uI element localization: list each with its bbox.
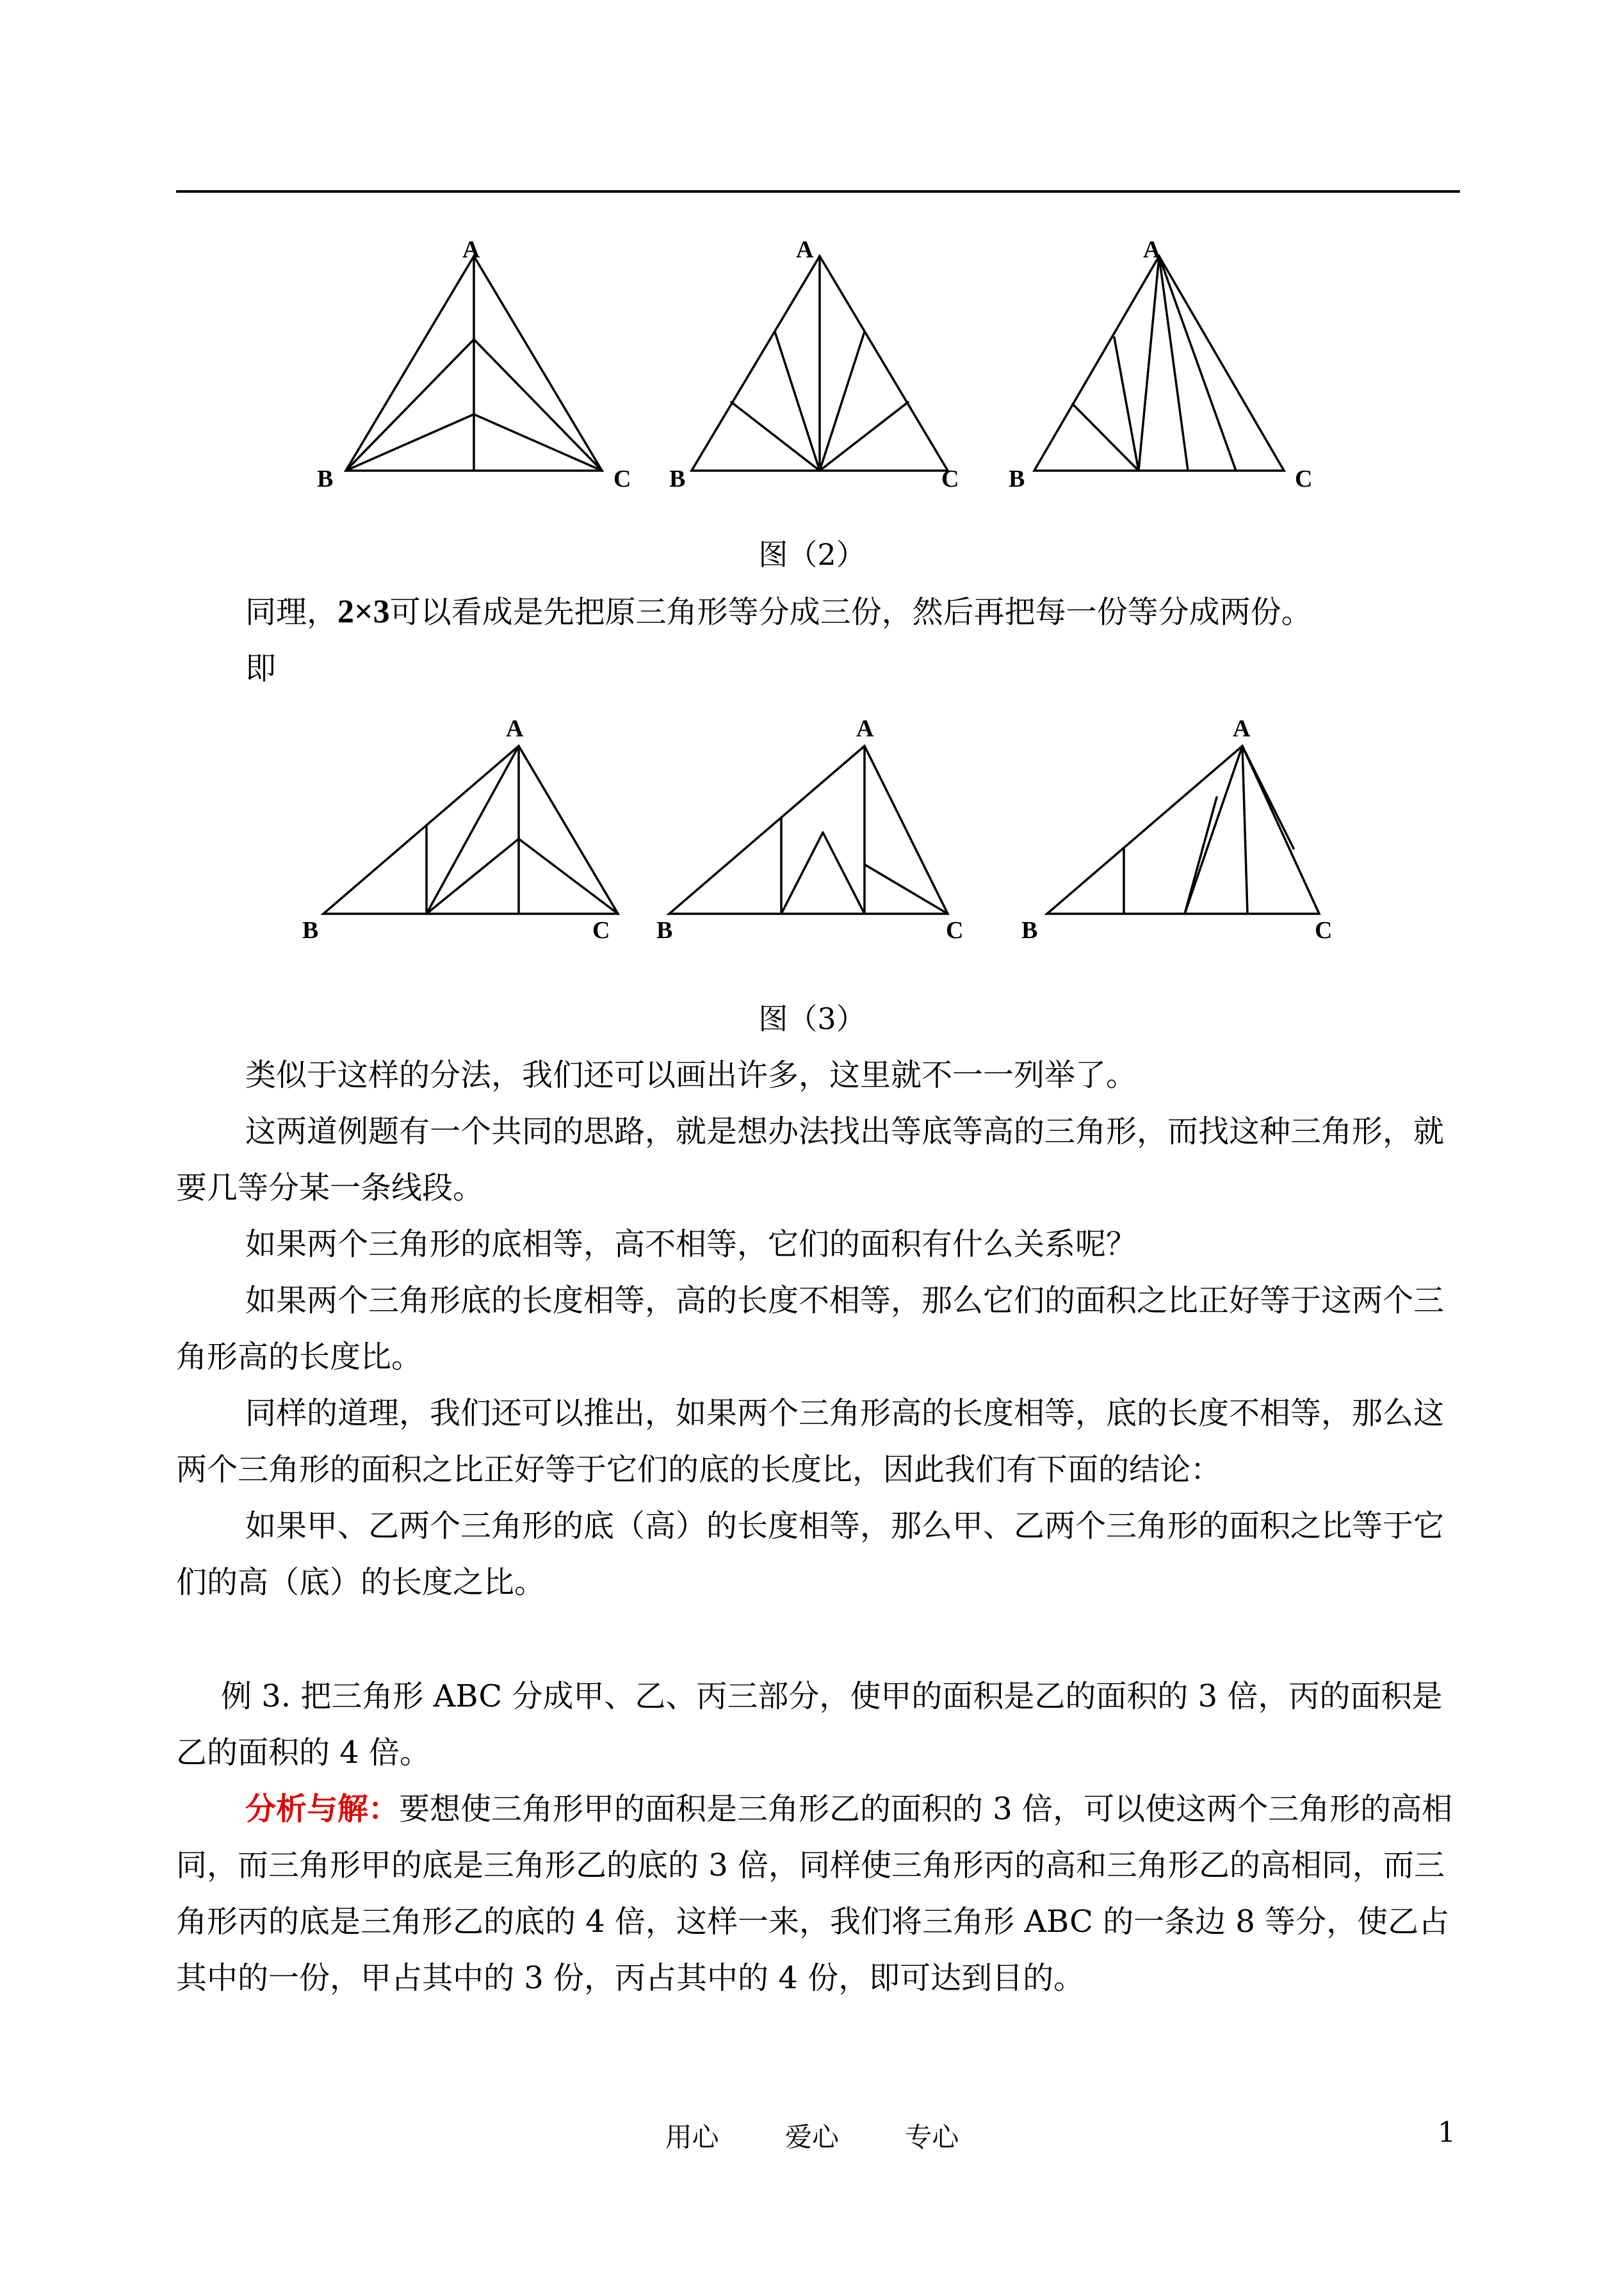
- fig3-t1-label-c: C: [592, 917, 610, 944]
- analysis-text: 要想使三角形甲的面积是三角形乙的面积的 3 倍，可以使这两个三角形的高相同，而三角形甲的底是三角形乙的底的 3 倍，同样使三角形丙的高和三角形乙的高相同，而三角形丙的底是三角形乙的底的 4 倍，这样一来，我们将三角形 ABC 的一条边 8 等分，使乙占其中的一份，甲占其中的 3 份，丙占其中的 4 份，即可达到目的。: [176, 1791, 1453, 1996]
- paragraph-2: 即: [245, 651, 277, 686]
- fig2-triangle-3: [1034, 256, 1284, 471]
- footer-item-1: 用心: [665, 2121, 719, 2153]
- figure-2: [0, 231, 1624, 512]
- fig3-t3-label-b: B: [1021, 917, 1038, 944]
- fig3-t2-label-a: A: [856, 715, 874, 742]
- p1-suffix: 可以看成是先把原三角形等分成三份，然后再把每一份等分成两份。: [389, 594, 1312, 630]
- figure-3-caption: 图（3）: [758, 1002, 866, 1036]
- fig2-t1-label-b: B: [317, 466, 334, 492]
- fig3-t2-label-c: C: [946, 917, 964, 944]
- fig2-t3-label-c: C: [1295, 466, 1313, 492]
- fig3-triangle-1: [323, 746, 618, 914]
- fig3-t1-label-b: B: [302, 917, 319, 944]
- footer-item-2: 爱心: [784, 2121, 839, 2153]
- example-3: 例 3. 把三角形 ABC 分成甲、乙、丙三部分，使甲的面积是乙的面积的 3 倍，丙的面积是乙的面积的 4 倍。: [176, 1678, 1443, 1771]
- fig3-t1-label-a: A: [506, 715, 524, 742]
- fig2-t2-label-c: C: [941, 466, 959, 492]
- page-number: 1: [1438, 2116, 1456, 2149]
- paragraph-6: 如果两个三角形底的长度相等，高的长度不相等，那么它们的面积之比正好等于这两个三角形高的长度比。: [176, 1283, 1445, 1375]
- paragraph-3: 类似于这样的分法，我们还可以画出许多，这里就不一一列举了。: [245, 1057, 1137, 1093]
- fig2-t2-label-a: A: [796, 236, 814, 263]
- fig3-t3-label-c: C: [1315, 917, 1333, 944]
- figure-3: [0, 704, 1624, 973]
- paragraph-8: 如果甲、乙两个三角形的底（高）的长度相等，那么甲、乙两个三角形的面积之比等于它们的高（底）的长度之比。: [176, 1508, 1445, 1600]
- fig2-t3-label-b: B: [1009, 466, 1025, 492]
- page-footer: [0, 2116, 1624, 2155]
- fig3-triangle-3: [1047, 746, 1319, 914]
- paragraph-1: [176, 584, 1463, 640]
- fig3-t3-label-a: A: [1233, 715, 1251, 742]
- footer-item-3: 专心: [905, 2121, 959, 2153]
- header-rule: [176, 190, 1460, 193]
- paragraph-7: 同样的道理，我们还可以推出，如果两个三角形高的长度相等，底的长度不相等，那么这两个三角形的面积之比正好等于它们的底的长度比，因此我们有下面的结论：: [176, 1395, 1445, 1488]
- fig2-t2-label-b: B: [669, 466, 686, 492]
- fig3-t2-label-b: B: [656, 917, 673, 944]
- analysis-label: 分析与解：: [245, 1791, 400, 1827]
- paragraph-4: 这两道例题有一个共同的思路，就是想办法找出等底等高的三角形，而找这种三角形，就要几等分某一条线段。: [176, 1114, 1445, 1206]
- figure-3-diagram: [0, 704, 1624, 973]
- fig2-t1-label-a: A: [462, 236, 480, 263]
- p1-math: 2×3: [337, 594, 390, 630]
- fig2-t1-label-c: C: [613, 466, 631, 492]
- p1-prefix: 同理，: [245, 594, 338, 630]
- figure-2-caption: 图（2）: [758, 537, 866, 572]
- analysis-paragraph: [176, 1781, 1463, 2006]
- paragraph-5: 如果两个三角形的底相等，高不相等，它们的面积有什么关系呢？: [245, 1226, 1137, 1262]
- fig2-t3-label-a: A: [1143, 236, 1161, 263]
- figure-2-diagram: [0, 231, 1624, 512]
